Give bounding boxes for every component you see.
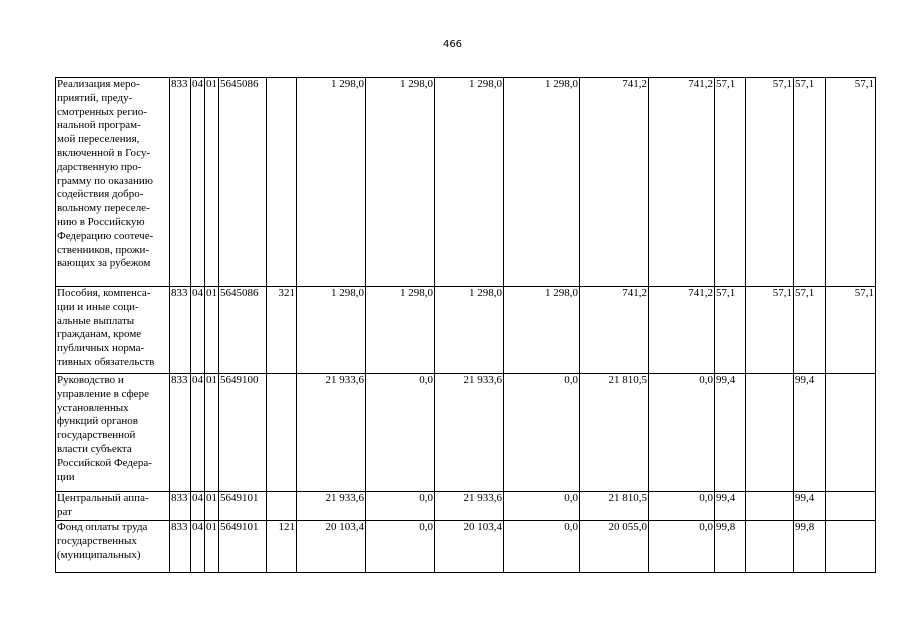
agency-code-cell: 833: [170, 287, 191, 374]
percent-cell-2: [746, 374, 794, 492]
section-code-cell: 04: [191, 78, 205, 287]
item-name-line: власти субъекта: [57, 442, 132, 455]
item-name-line: Российской Федера-: [57, 456, 152, 469]
amount-cell-4: 0,0: [504, 521, 580, 573]
item-name-line: мой переселения,: [57, 133, 140, 146]
item-name-line: управление в сфере: [57, 387, 149, 400]
amount-cell-2: 1 298,0: [366, 78, 435, 287]
expense-type-code-cell: [267, 492, 297, 521]
budget-table: [55, 77, 876, 573]
item-name-line: приятий, преду-: [57, 91, 133, 104]
item-name-line: установленных: [57, 401, 129, 414]
item-name-line: вольному переселе-: [57, 202, 150, 215]
percent-cell-1: 99,4: [715, 374, 746, 492]
table-row: [56, 287, 876, 374]
item-name-line: нальной програм-: [57, 119, 141, 132]
amount-cell-6: 741,2: [649, 287, 715, 374]
item-name-cell: [56, 78, 170, 287]
percent-cell-4: 57,1: [826, 287, 876, 374]
item-name-line: вающих за рубежом: [57, 257, 151, 270]
item-name-line: Фонд оплаты труда: [57, 521, 148, 533]
percent-cell-1: 99,4: [715, 492, 746, 521]
amount-cell-2: 0,0: [366, 492, 435, 521]
amount-cell-4: 0,0: [504, 492, 580, 521]
target-article-code-cell: 5645086: [219, 287, 267, 374]
item-name-line: дарственную про-: [57, 160, 142, 173]
item-name-line: Центральный аппа-: [57, 492, 149, 504]
amount-cell-3: 1 298,0: [435, 287, 504, 374]
subsection-code-cell: 01: [205, 492, 219, 521]
item-name-line: гражданам, кроме: [57, 328, 142, 341]
amount-cell-1: 21 933,6: [297, 492, 366, 521]
item-name-line: ственников, прожи-: [57, 243, 150, 256]
percent-cell-3: 99,4: [794, 374, 826, 492]
table-row: [56, 492, 876, 521]
table-row: [56, 78, 876, 287]
item-name-line: государственных: [57, 534, 137, 547]
item-name-line: рат: [57, 505, 72, 518]
item-name-line: функций органов: [57, 415, 138, 428]
percent-cell-1: 57,1: [715, 287, 746, 374]
amount-cell-5: 21 810,5: [580, 492, 649, 521]
agency-code-cell: 833: [170, 492, 191, 521]
percent-cell-1: 57,1: [715, 78, 746, 287]
amount-cell-4: 1 298,0: [504, 78, 580, 287]
item-name-line: смотренных регио-: [57, 105, 147, 118]
item-name-line: Пособия, компенса-: [57, 287, 151, 299]
item-name-cell: [56, 521, 170, 573]
section-code-cell: 04: [191, 287, 205, 374]
item-name-line: государственной: [57, 429, 136, 442]
percent-cell-2: 57,1: [746, 78, 794, 287]
table-row: [56, 521, 876, 573]
agency-code-cell: 833: [170, 78, 191, 287]
subsection-code-cell: 01: [205, 287, 219, 374]
amount-cell-2: 0,0: [366, 521, 435, 573]
item-name-cell: [56, 492, 170, 521]
percent-cell-4: [826, 521, 876, 573]
subsection-code-cell: 01: [205, 78, 219, 287]
amount-cell-1: 20 103,4: [297, 521, 366, 573]
amount-cell-1: 21 933,6: [297, 374, 366, 492]
amount-cell-3: 21 933,6: [435, 374, 504, 492]
amount-cell-6: 0,0: [649, 521, 715, 573]
percent-cell-3: 57,1: [794, 78, 826, 287]
amount-cell-6: 0,0: [649, 492, 715, 521]
item-name-cell: [56, 374, 170, 492]
percent-cell-2: [746, 492, 794, 521]
agency-code-cell: 833: [170, 521, 191, 573]
item-name-line: тивных обязательств: [57, 355, 155, 368]
amount-cell-5: 21 810,5: [580, 374, 649, 492]
amount-cell-3: 21 933,6: [435, 492, 504, 521]
item-name-line: (муниципальных): [57, 548, 141, 561]
percent-cell-3: 57,1: [794, 287, 826, 374]
expense-type-code-cell: 321: [267, 287, 297, 374]
percent-cell-2: 57,1: [746, 287, 794, 374]
percent-cell-3: 99,8: [794, 521, 826, 573]
target-article-code-cell: 5649101: [219, 521, 267, 573]
amount-cell-3: 20 103,4: [435, 521, 504, 573]
percent-cell-4: [826, 492, 876, 521]
subsection-code-cell: 01: [205, 374, 219, 492]
amount-cell-4: 1 298,0: [504, 287, 580, 374]
item-name-line: включенной в Госу-: [57, 146, 151, 159]
amount-cell-6: 0,0: [649, 374, 715, 492]
section-code-cell: 04: [191, 492, 205, 521]
amount-cell-3: 1 298,0: [435, 78, 504, 287]
target-article-code-cell: 5645086: [219, 78, 267, 287]
item-name-line: нию в Российскую: [57, 215, 145, 228]
amount-cell-2: 1 298,0: [366, 287, 435, 374]
item-name-line: публичных норма-: [57, 342, 145, 355]
item-name-line: Федерацию соотече-: [57, 229, 154, 242]
section-code-cell: 04: [191, 521, 205, 573]
expense-type-code-cell: [267, 374, 297, 492]
target-article-code-cell: 5649101: [219, 492, 267, 521]
item-name-cell: [56, 287, 170, 374]
item-name-line: Руководство и: [57, 374, 124, 386]
amount-cell-5: 741,2: [580, 78, 649, 287]
percent-cell-1: 99,8: [715, 521, 746, 573]
percent-cell-2: [746, 521, 794, 573]
table-row: [56, 374, 876, 492]
item-name-line: содействия добро-: [57, 188, 144, 201]
percent-cell-3: 99,4: [794, 492, 826, 521]
item-name-line: ции: [57, 470, 75, 483]
page-number: 466: [442, 39, 463, 50]
target-article-code-cell: 5649100: [219, 374, 267, 492]
amount-cell-5: 20 055,0: [580, 521, 649, 573]
amount-cell-1: 1 298,0: [297, 78, 366, 287]
item-name-line: альные выплаты: [57, 314, 135, 327]
expense-type-code-cell: [267, 78, 297, 287]
amount-cell-4: 0,0: [504, 374, 580, 492]
amount-cell-2: 0,0: [366, 374, 435, 492]
expense-type-code-cell: 121: [267, 521, 297, 573]
amount-cell-5: 741,2: [580, 287, 649, 374]
item-name-line: грамму по оказанию: [57, 174, 153, 187]
subsection-code-cell: 01: [205, 521, 219, 573]
agency-code-cell: 833: [170, 374, 191, 492]
item-name-line: ции и иные соци-: [57, 300, 139, 313]
amount-cell-1: 1 298,0: [297, 287, 366, 374]
section-code-cell: 04: [191, 374, 205, 492]
item-name-line: Реализация меро-: [57, 78, 140, 90]
percent-cell-4: 57,1: [826, 78, 876, 287]
amount-cell-6: 741,2: [649, 78, 715, 287]
percent-cell-4: [826, 374, 876, 492]
